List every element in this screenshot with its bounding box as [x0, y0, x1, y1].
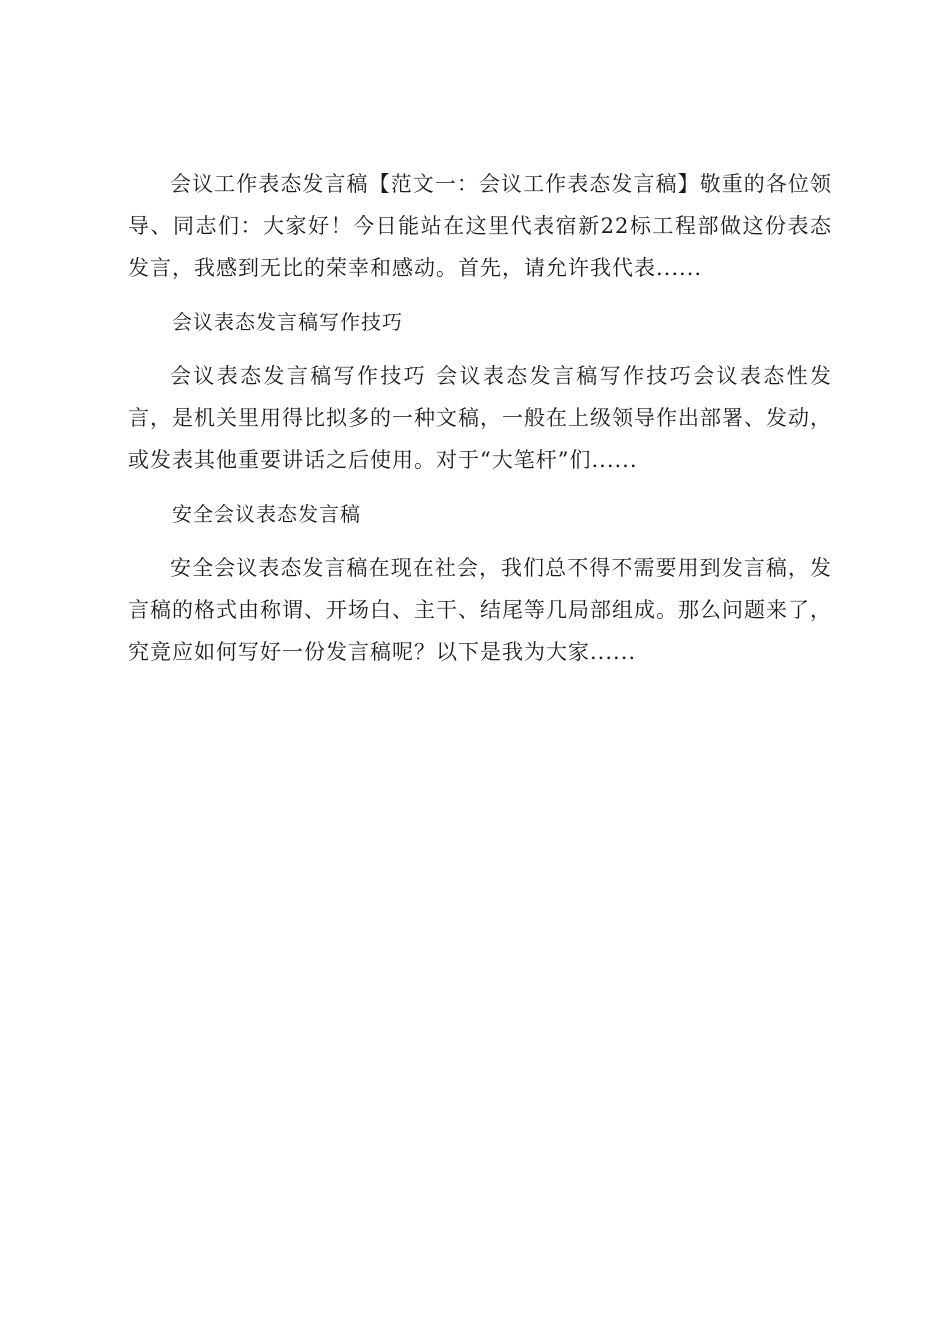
section-spacer: [128, 481, 832, 493]
document-body: [128, 163, 832, 673]
section-heading-safety-meeting: 安全会议表态发言稿: [172, 502, 361, 526]
section-spacer: [128, 535, 832, 547]
writing-tips-paragraph: 会议表态发言稿写作技巧 会议表态发言稿写作技巧会议表态性发言，是机关里用得比拟多的一种文稿，一般在上级领导作出部署、发动，或发表其他重要讲话之后使用。对于“大笔杆”们......: [128, 364, 832, 472]
section-spacer: [128, 343, 832, 355]
safety-meeting-paragraph: 安全会议表态发言稿在现在社会，我们总不得不需要用到发言稿，发言稿的格式由称谓、开场白、主干、结尾等几局部组成。那么问题来了，究竟应如何写好一份发言稿呢？以下是我为大家......: [128, 556, 832, 664]
intro-paragraph: 会议工作表态发言稿【范文一：会议工作表态发言稿】敬重的各位领导、同志们：大家好！今日能站在这里代表宿新22标工程部做这份表态发言，我感到无比的荣幸和感动。首先，请允许我代表......: [128, 172, 832, 280]
section-spacer: [128, 289, 832, 301]
section-heading-writing-tips: 会议表态发言稿写作技巧: [172, 310, 403, 334]
